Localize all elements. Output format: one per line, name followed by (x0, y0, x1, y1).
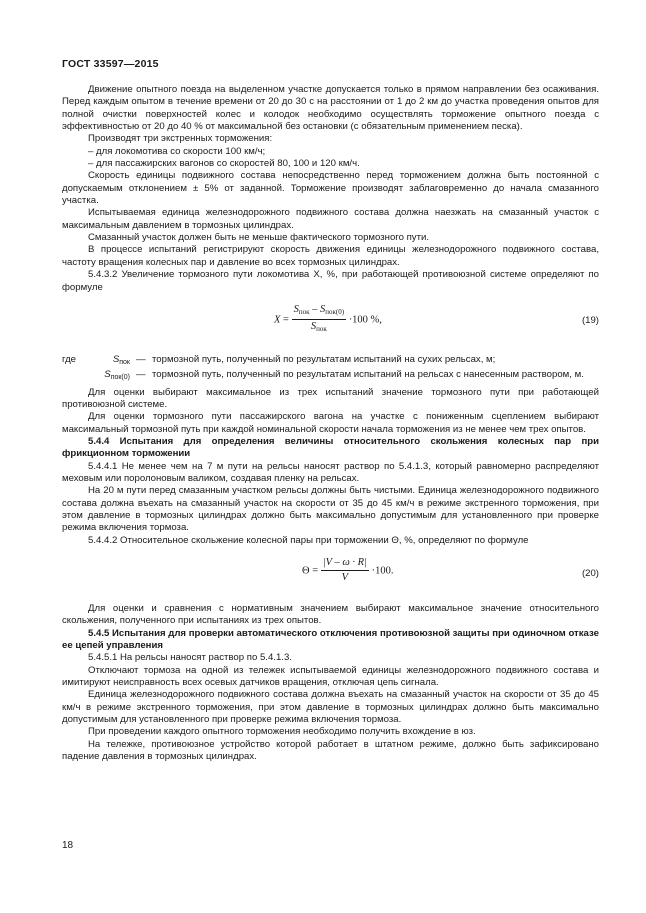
legend-dash: — (136, 369, 146, 381)
paragraph: Для оценки тормозного пути пассажирского вагона на участке с пониженным сцеплением выбирают максимальный тормозной путь при каждой номинальной скорости начала торможения из не менее чем трех опытов. (62, 411, 599, 435)
paragraph: Для оценки и сравнения с нормативным значением выбирают максимальное значение относительного скольжения, полученного при испытаниях из трех опытов. (62, 603, 599, 627)
formula-20 (62, 551, 599, 599)
paragraph: На 20 м пути перед смазанным участком рельсы должны быть чистыми. Единица железнодорожного подвижного состава должна въехать на смазанный участок на скорости от 35 до 45 км/ч в режиме экстренного торможения, при этом давление в тормозных цилиндрах должно быть максимально допустимым для установленного при проверке режима включения тормоза. (62, 485, 599, 534)
document-header: ГОСТ 33597—2015 (62, 58, 159, 70)
paragraph: 5.4.4.2 Относительное скольжение колесной пары при торможении Θ, %, определяют по формуле (88, 534, 529, 546)
formula-numerator: $S_{пок} - S_{пок(0)}$ (292, 304, 346, 320)
paragraph: Смазанный участок должен быть не меньше фактического тормозного пути. (88, 232, 429, 244)
legend-row (62, 354, 584, 369)
formula-eq-sign: = (283, 314, 289, 326)
paragraph: Отключают тормоза на одной из тележек испытываемой единицы железнодорожного подвижного состава и имитируют неисправность всех осевых датчиков вращения, отключая цепь сигнала. (62, 664, 599, 689)
paragraph: Для оценки выбирают максимальное из трех испытаний значение тормозного пути при работающей противоюзной системе. (62, 386, 599, 410)
paragraph: 5.4.4.1 Не менее чем на 7 м пути на рельсы наносят раствор по 5.4.1.3, который равномерно распределяют меховым или поролоновым валиком, создавая пленку на рельсах. (62, 460, 599, 484)
formula-eq-sign: = (312, 565, 319, 577)
formula-numerator: |V – ω · R| (321, 557, 369, 571)
formula-number: (19) (581, 314, 599, 326)
legend-dash: — (136, 353, 146, 365)
formula-fraction (321, 557, 369, 585)
paragraph: 5.4.5.1 На рельсы наносят раствор по 5.4.1.3. (88, 652, 292, 664)
paragraph: На тележке, противоюзное устройство которой работает в штатном режиме, должно быть зафиксировано падение давления в тормозных цилиндрах. (62, 738, 599, 763)
section-heading: 5.4.5 Испытания для проверки автоматического отключения противоюзной защиты при одиночном отказе ее цепей управления (62, 627, 599, 652)
legend-gde: где (62, 353, 77, 365)
paragraph: 5.4.3.2 Увеличение тормозного пути локомотива X, %, при работающей противоюзной системе определяют по формуле (62, 269, 599, 293)
section-heading: 5.4.4 Испытания для определения величины относительного скольжения колесных пар при фрикционном торможении (62, 435, 599, 460)
paragraph: Скорость единицы подвижного состава непосредственно перед торможением должна быть постоянной с допускаемым отклонением ± 5% от заданной. Торможение производят заблаговременно до начала смазанного участка. (62, 170, 599, 207)
list-item: – для пассажирских вагонов со скоростей 80, 100 и 120 км/ч. (88, 158, 360, 170)
formula-tail: ·100 %, (348, 314, 382, 326)
legend-symbol: $S_{пок(0)}$ (104, 369, 130, 382)
formula-var-theta: Θ (302, 565, 310, 577)
formula-19-expression (274, 304, 382, 336)
paragraph: При проведении каждого опытного торможения необходимо получить вхождение в юз. (88, 726, 476, 738)
formula-20-expression (302, 557, 393, 585)
legend-description: тормозной путь, полученный по результатам испытаний на рельсах с нанесенным раствором, м. (152, 369, 584, 381)
formula-denominator: $S_{пок}$ (310, 321, 327, 334)
legend-symbol: $S_{пок}$ (112, 353, 130, 366)
formula-denominator: V (341, 572, 349, 584)
paragraph: В процессе испытаний регистрируют скорость движения единицы железнодорожного подвижного состава, частоту вращения колесных пар и давление во всех тормозных цилиндрах. (62, 244, 599, 268)
formula-legend (62, 354, 584, 385)
paragraph: Единица железнодорожного подвижного состава должна въехать на смазанный участок на скорости от 35 до 45 км/ч в режиме экстренного торможения, при этом давление в тормозных цилиндрах должно быть максимально допустимым для установленного при проверке режима включения тормоза. (62, 689, 599, 726)
paragraph: Движение опытного поезда на выделенном участке допускается только в прямом направлении без осаживания. Перед каждым опытом в течение времени от 20 до 30 с на расстоянии от 1 до 2 км до участка проведения опытов для полной очистки поверхностей колес и колодок необходимо осуществлять торможение опытного поезда с эффективностью от 20 до 40 % от максимальной без остановки (с обязательным применением песка). (62, 84, 599, 133)
legend-row (62, 369, 584, 384)
list-item: – для локомотива со скорости 100 км/ч; (88, 145, 266, 157)
formula-var-x: X (274, 314, 281, 326)
formula-tail: ·100. (371, 565, 394, 577)
legend-description: тормозной путь, полученный по результатам испытаний на сухих рельсах, м; (152, 353, 496, 365)
formula-number: (20) (581, 568, 599, 579)
page-number: 18 (62, 840, 74, 851)
formula-fraction (292, 304, 346, 336)
document-body (62, 84, 599, 763)
formula-19 (62, 298, 599, 350)
paragraph: Производят три экстренных торможения: (88, 133, 273, 145)
paragraph: Испытываемая единица железнодорожного подвижного состава должна наезжать на смазанный участок с максимальным давлением в тормозных цилиндрах. (62, 207, 599, 231)
